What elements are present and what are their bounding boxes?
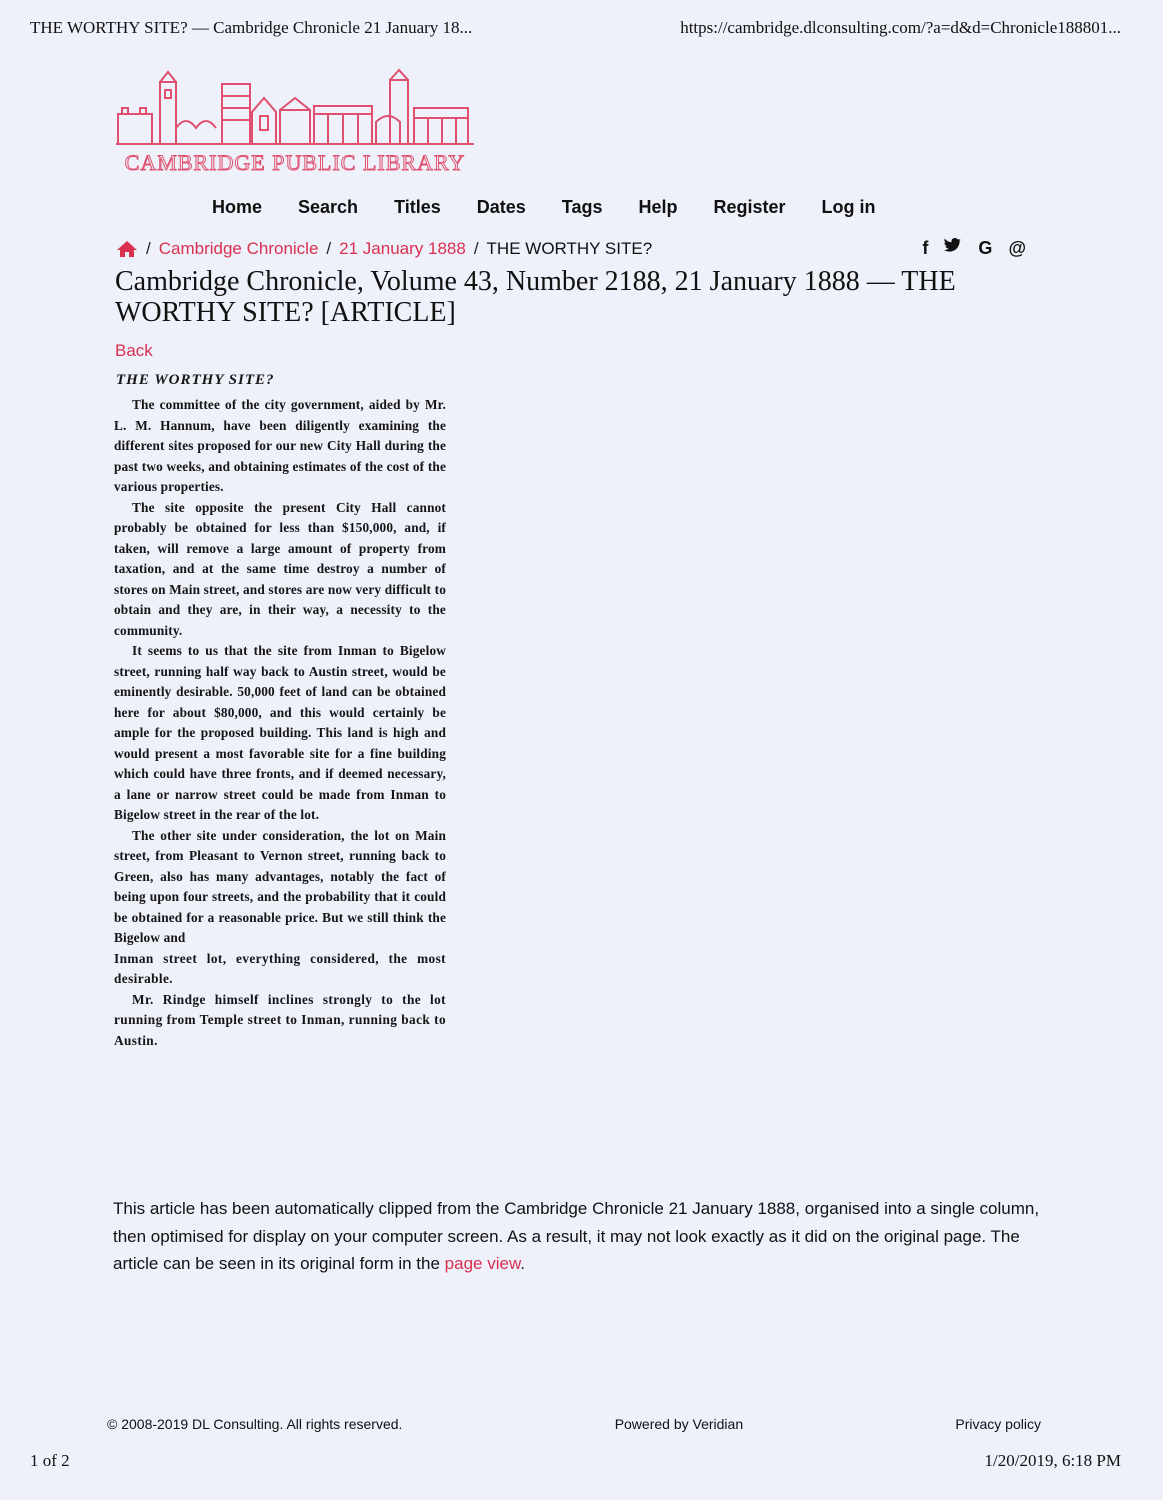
article-clipping bbox=[114, 372, 446, 1051]
main-navigation bbox=[212, 197, 876, 218]
breadcrumb-current: THE WORTHY SITE? bbox=[486, 238, 653, 258]
article-paragraph: The committee of the city government, aided by Mr. L. M. Hannum, have been diligently examining the different sites proposed for our new City Hall during the past two weeks, and obtaining estimates of the cost of the various properties. bbox=[114, 397, 446, 494]
nav-dates[interactable]: Dates bbox=[476, 197, 526, 217]
nav-home[interactable]: Home bbox=[212, 197, 263, 217]
skyline-icon bbox=[114, 68, 476, 148]
notice-text-end: . bbox=[520, 1254, 526, 1273]
clipping-notice bbox=[113, 1195, 1043, 1278]
article-paragraph: The site opposite the present City Hall cannot probably be obtained for less than $150,000, and, if taken, will remove a large amount of property from taxation, and at the same time destroy a number of stores on Main street, and stores are now very difficult to obtain and they are, in their way, a necessity to the community. bbox=[114, 499, 446, 638]
print-page-number: 1 of 2 bbox=[30, 1451, 70, 1470]
nav-register[interactable]: Register bbox=[713, 197, 786, 217]
nav-help[interactable]: Help bbox=[638, 197, 678, 217]
print-datetime: 1/20/2019, 6:18 PM bbox=[984, 1451, 1121, 1470]
nav-login[interactable]: Log in bbox=[821, 197, 876, 217]
notice-text: This article has been automatically clipped from the Cambridge Chronicle 21 January 1888, organised into a single column, then optimised for display on your computer screen. As a result, it may not look exactly as it did on the original page. The article can be seen in its original form in the bbox=[113, 1199, 1040, 1273]
nav-tags[interactable]: Tags bbox=[561, 197, 603, 217]
twitter-icon[interactable] bbox=[944, 238, 962, 259]
page-title: Cambridge Chronicle, Volume 43, Number 2188, 21 January 1888 — THE WORTHY SITE? [ARTICLE] bbox=[115, 266, 956, 328]
article-paragraph: It seems to us that the site from Inman to Bigelow street, running half way back to Austin street, would be eminently desirable. 50,000 feet of land can be obtained here for about $80,000, and this would certainly be ample for the proposed building. This land is high and would present a most favorable site for a fine building which could have three fronts, and if deemed necessary, a lane or narrow street could be made from Inman to Bigelow street in the rear of the lot. bbox=[114, 643, 446, 822]
clipping-heading: THE WORTHY SITE? bbox=[116, 372, 275, 388]
article-paragraph: The other site under consideration, the lot on Main street, from Pleasant to Vernon street, running back to Green, also has many advantages, notably the fact of being upon four streets, and the probability that it could be obtained for a reasonable price. But we still think the Bigelow and bbox=[114, 827, 446, 945]
article-paragraph: Mr. Rindge himself inclines strongly to the lot running from Temple street to Inman, running back to Austin. bbox=[114, 991, 446, 1048]
breadcrumb-issue[interactable]: 21 January 1888 bbox=[339, 238, 466, 258]
print-page-title: THE WORTHY SITE? — Cambridge Chronicle 21 January 18... bbox=[30, 18, 473, 37]
logo-wordmark: CAMBRIDGE PUBLIC LIBRARY bbox=[124, 150, 466, 175]
breadcrumb-publication[interactable]: Cambridge Chronicle bbox=[158, 238, 319, 258]
google-icon[interactable]: G bbox=[978, 238, 993, 258]
nav-titles[interactable]: Titles bbox=[394, 197, 441, 217]
article-paragraph: Inman street lot, everything considered, the most desirable. bbox=[114, 950, 446, 986]
privacy-policy-link[interactable]: Privacy policy bbox=[955, 1416, 1041, 1432]
breadcrumb-separator: / bbox=[473, 238, 479, 258]
copyright: © 2008-2019 DL Consulting. All rights reserved. bbox=[107, 1416, 403, 1432]
breadcrumb-separator: / bbox=[326, 238, 332, 258]
library-logo[interactable] bbox=[114, 68, 476, 180]
print-page-url: https://cambridge.dlconsulting.com/?a=d&d=Chronicle188801... bbox=[680, 18, 1121, 37]
back-link[interactable]: Back bbox=[115, 341, 153, 360]
page-view-link[interactable]: page view bbox=[444, 1254, 521, 1273]
breadcrumb bbox=[116, 238, 1026, 259]
facebook-icon[interactable]: f bbox=[922, 238, 929, 258]
site-footer bbox=[107, 1416, 1041, 1432]
email-icon[interactable]: @ bbox=[1008, 238, 1026, 258]
share-buttons bbox=[922, 238, 1026, 259]
breadcrumb-separator: / bbox=[146, 238, 151, 258]
print-header bbox=[30, 18, 1121, 38]
home-icon[interactable] bbox=[116, 240, 138, 258]
powered-by[interactable]: Powered by Veridian bbox=[614, 1416, 744, 1432]
print-footer bbox=[30, 1451, 1121, 1471]
nav-search[interactable]: Search bbox=[298, 197, 359, 217]
